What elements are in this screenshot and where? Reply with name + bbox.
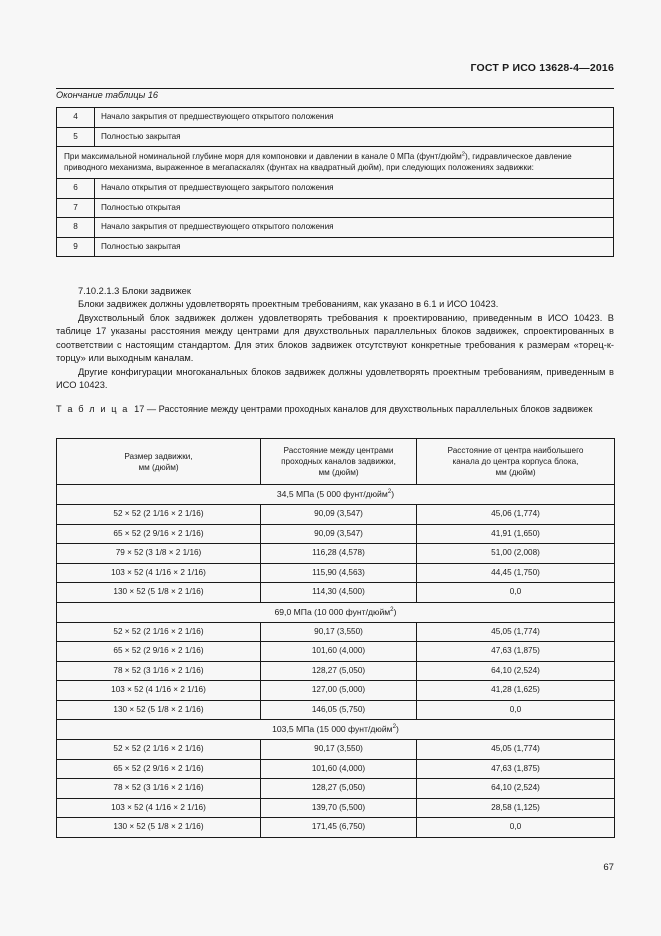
header-line: мм (дюйм)	[138, 462, 179, 472]
table-row	[57, 179, 614, 199]
header-line: проходных каналов задвижки,	[281, 457, 396, 467]
header-line: мм (дюйм)	[495, 468, 536, 478]
cell-spacing: 171,45 (6,750)	[261, 818, 417, 838]
cell-spacing: 90,09 (3,547)	[261, 505, 417, 525]
cell-size: 52 × 52 (2 1/16 × 2 1/16)	[57, 505, 261, 525]
table-17	[56, 438, 615, 838]
table-row	[57, 622, 615, 642]
group-label-post: )	[391, 489, 395, 500]
table-row	[57, 740, 615, 760]
row-number: 6	[57, 179, 95, 199]
caption-label: Т а б л и ц а	[56, 404, 129, 414]
group-label-superscript: 2	[387, 488, 392, 496]
cell-size: 65 × 52 (2 9/16 × 2 1/16)	[57, 524, 261, 544]
group-label-pre: 69,0 МПа (10 000 фунт/дюйм	[274, 606, 391, 617]
cell-spacing: 101,60 (4,000)	[261, 759, 417, 779]
row-number: 5	[57, 127, 95, 147]
cell-offset: 47,63 (1,875)	[417, 759, 615, 779]
row-description: Начало открытия от предшествующего закрытого положения	[95, 179, 614, 199]
cell-offset: 41,91 (1,650)	[417, 524, 615, 544]
table-17-caption	[56, 403, 614, 416]
cell-size: 103 × 52 (4 1/16 × 2 1/16)	[57, 681, 261, 701]
section-heading: 7.10.2.1.3 Блоки задвижек	[78, 286, 191, 296]
cell-spacing: 139,70 (5,500)	[261, 798, 417, 818]
group-label	[57, 602, 615, 622]
table-row	[57, 583, 615, 603]
note-text-part1: При максимальной номинальной глубине моря для компоновки и давлении в канале 0 МПа (фунт/дюйм	[64, 152, 462, 161]
cell-offset: 45,06 (1,774)	[417, 505, 615, 525]
cell-spacing: 90,17 (3,550)	[261, 622, 417, 642]
header-line: мм (дюйм)	[318, 468, 359, 478]
table16-continuation-caption: Окончание таблицы 16	[56, 88, 614, 100]
cell-offset: 47,63 (1,875)	[417, 642, 615, 662]
column-header-size	[57, 439, 261, 485]
table-17-body	[57, 439, 615, 838]
cell-spacing: 114,30 (4,500)	[261, 583, 417, 603]
cell-spacing: 90,09 (3,547)	[261, 524, 417, 544]
column-header-offset	[417, 439, 615, 485]
cell-offset: 51,00 (2,008)	[417, 544, 615, 564]
cell-size: 130 × 52 (5 1/8 × 2 1/16)	[57, 818, 261, 838]
table-row	[57, 218, 614, 238]
row-description: Полностью открытая	[95, 198, 614, 218]
cell-size: 78 × 52 (3 1/16 × 2 1/16)	[57, 779, 261, 799]
table-row	[57, 505, 615, 525]
table-row	[57, 798, 615, 818]
row-number: 9	[57, 237, 95, 257]
group-header-row	[57, 485, 615, 505]
table-row	[57, 237, 614, 257]
body-paragraph: Блоки задвижек должны удовлетворять проектным требованиям, как указано в 6.1 и ИСО 10423.	[78, 299, 499, 310]
header-line: Расстояние между центрами	[283, 446, 394, 455]
body-paragraph: Другие конфигурации многоканальных блоков задвижек должны удовлетворять проектным требованиям, приведенным в ИСО 10423.	[56, 366, 614, 391]
table-row	[57, 661, 615, 681]
group-label-pre: 103,5 МПа (15 000 фунт/дюйм	[272, 724, 393, 735]
caption-text: — Расстояние между центрами проходных каналов для двухствольных параллельных блоков задвижек	[146, 404, 593, 414]
cell-size: 52 × 52 (2 1/16 × 2 1/16)	[57, 622, 261, 642]
row-description: Полностью закрытая	[95, 127, 614, 147]
header-line: Расстояние от центра наибольшего	[447, 446, 584, 455]
group-label	[57, 485, 615, 505]
group-header-row	[57, 720, 615, 740]
cell-offset: 0,0	[417, 583, 615, 603]
cell-offset: 28,58 (1,125)	[417, 798, 615, 818]
table-row	[57, 818, 615, 838]
cell-offset: 45,05 (1,774)	[417, 622, 615, 642]
cell-offset: 64,10 (2,524)	[417, 661, 615, 681]
page-number: 67	[603, 862, 614, 873]
table-row	[57, 108, 614, 128]
cell-offset: 41,28 (1,625)	[417, 681, 615, 701]
cell-spacing: 90,17 (3,550)	[261, 740, 417, 760]
table-row	[57, 524, 615, 544]
cell-size: 79 × 52 (3 1/8 × 2 1/16)	[57, 544, 261, 564]
cell-spacing: 128,27 (5,050)	[261, 779, 417, 799]
header-line: Размер задвижки,	[124, 451, 193, 461]
cell-offset: 44,45 (1,750)	[417, 563, 615, 583]
cell-spacing: 128,27 (5,050)	[261, 661, 417, 681]
row-description: Начало закрытия от предшествующего открытого положения	[95, 108, 614, 128]
cell-size: 52 × 52 (2 1/16 × 2 1/16)	[57, 740, 261, 760]
table-row	[57, 779, 615, 799]
cell-spacing: 115,90 (4,563)	[261, 563, 417, 583]
table-row	[57, 642, 615, 662]
table-note-row	[57, 147, 614, 179]
note-superscript: 2	[461, 151, 465, 158]
cell-size: 65 × 52 (2 9/16 × 2 1/16)	[57, 759, 261, 779]
caption-number: 17	[134, 404, 145, 414]
body-text-block	[56, 285, 614, 393]
group-label-superscript: 2	[392, 723, 397, 731]
cell-spacing: 116,28 (4,578)	[261, 544, 417, 564]
table-row	[57, 544, 615, 564]
table-row	[57, 700, 615, 720]
group-label-superscript: 2	[390, 605, 394, 613]
table-row	[57, 681, 615, 701]
group-label-post: )	[393, 606, 397, 617]
cell-offset: 45,05 (1,774)	[417, 740, 615, 760]
row-number: 7	[57, 198, 95, 218]
table-row	[57, 759, 615, 779]
cell-offset: 64,10 (2,524)	[417, 779, 615, 799]
body-paragraph: Двухствольный блок задвижек должен удовлетворять требования к проектированию, приведенным в ИСО 10423. В таблице 17 указаны расстояния между центрами для двухствольных параллельных блоков задвижек, спроектированных в соответствии с настоящим стандартом. Для этих блоков задвижек отсутствуют конкретные требования к размерам «торец-к-торцу» или выходным каналам.	[56, 312, 614, 364]
running-header: ГОСТ Р ИСО 13628-4—2016	[470, 62, 614, 74]
table-16-continued	[56, 107, 614, 257]
table-row	[57, 127, 614, 147]
row-description: Начало закрытия от предшествующего открытого положения	[95, 218, 614, 238]
column-header-spacing	[261, 439, 417, 485]
cell-spacing: 101,60 (4,000)	[261, 642, 417, 662]
cell-size: 130 × 52 (5 1/8 × 2 1/16)	[57, 583, 261, 603]
cell-offset: 0,0	[417, 818, 615, 838]
group-label-pre: 34,5 МПа (5 000 фунт/дюйм	[276, 489, 388, 500]
header-line: канала до центра корпуса блока,	[452, 457, 579, 467]
row-number: 8	[57, 218, 95, 238]
group-header-row	[57, 602, 615, 622]
cell-size: 103 × 52 (4 1/16 × 2 1/16)	[57, 798, 261, 818]
table-header-row	[57, 439, 615, 485]
row-number: 4	[57, 108, 95, 128]
group-label	[57, 720, 615, 740]
table-note	[57, 147, 614, 179]
row-description: Полностью закрытая	[95, 237, 614, 257]
cell-size: 103 × 52 (4 1/16 × 2 1/16)	[57, 563, 261, 583]
table-16-body	[57, 108, 614, 257]
group-label-post: )	[396, 724, 399, 735]
cell-spacing: 146,05 (5,750)	[261, 700, 417, 720]
note-text-part2: ), гидравлическое давление приводного механизма, выраженное в мегапаскалях (фунтах на квадратный дюйм), при следующих положениях задвижки:	[64, 152, 572, 172]
cell-offset: 0,0	[417, 700, 615, 720]
table-row	[57, 563, 615, 583]
table-row	[57, 198, 614, 218]
cell-size: 78 × 52 (3 1/16 × 2 1/16)	[57, 661, 261, 681]
cell-size: 130 × 52 (5 1/8 × 2 1/16)	[57, 700, 261, 720]
cell-spacing: 127,00 (5,000)	[261, 681, 417, 701]
cell-size: 65 × 52 (2 9/16 × 2 1/16)	[57, 642, 261, 662]
